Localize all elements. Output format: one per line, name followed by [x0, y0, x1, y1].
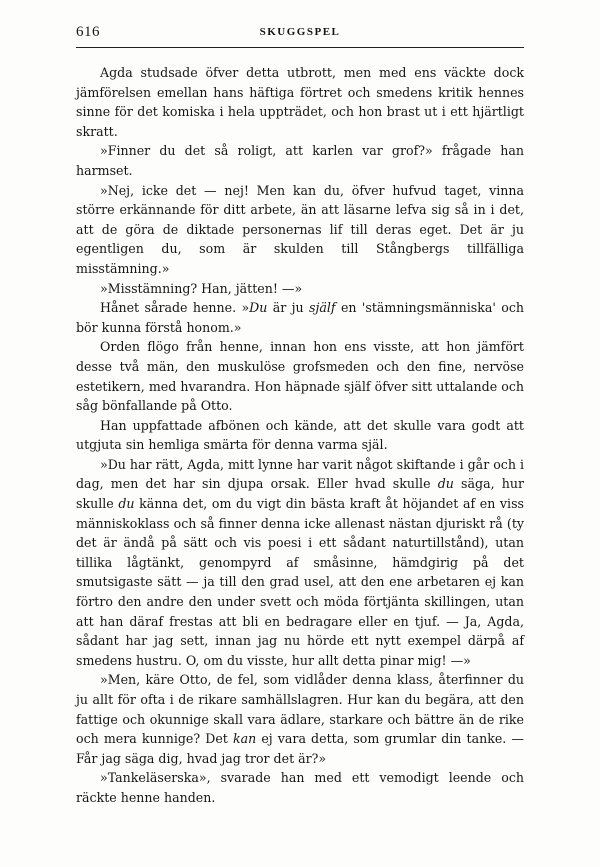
paragraph-text: är ju [267, 300, 310, 316]
paragraph-text: »Du har rätt, Agda, mitt lynne har varit något skiftande i går och i dag, men det har sin djupa orsak. Eller hvad skulle [76, 456, 524, 492]
paragraph [76, 181, 524, 279]
paragraph [76, 337, 524, 415]
page-number: 616 [76, 24, 100, 40]
paragraph [76, 298, 524, 337]
running-title: SKUGGSPEL [259, 26, 341, 38]
paragraph-text: Han uppfattade afbönen och kände, att det skulle vara godt att utgjuta sin hemliga smärta för denna varma själ. [76, 417, 524, 453]
paragraph [76, 455, 524, 671]
paragraph-text: »Men, käre Otto, de fel, som vidlåder denna klass, återfinner du ju allt för ofta i de rikare samhällslagren. Hur kan du begära, att den fattige och okunnige skall vara ädlare, starkare och bättre än de rike och mera kunnige? Det [76, 672, 524, 747]
italic-emphasis: du [437, 476, 454, 492]
paragraph [76, 63, 524, 141]
italic-emphasis: du [118, 496, 135, 512]
italic-emphasis: Du [249, 300, 268, 316]
paragraph [76, 768, 524, 807]
paragraph-text: Hånet sårade henne. » [100, 300, 250, 316]
paragraph [76, 416, 524, 455]
paragraph-text: »Nej, icke det — nej! Men kan du, öfver hufvud taget, vinna större erkännande för ditt arbete, än att läsarne lefva sig så in i det, att de göra de diktade personernas lif till deras eget. Det är ju egentligen du, som är skulden till Stångbergs tillfälliga misstämning.» [76, 182, 524, 276]
paragraph-text: Agda studsade öfver detta utbrott, men med ens väckte dock jämförelsen emellan hans häftiga förtret och smedens kritik hennes sinne för det komiska i hela uppträdet, och hon brast ut i ett hjärtligt skratt. [76, 65, 524, 139]
paragraph [76, 670, 524, 768]
paragraph-text: »Finner du det så roligt, att karlen var grof?» frågade han harmset. [76, 143, 524, 178]
paragraph-text: känna det, om du vigt din bästa kraft åt höjandet af en viss människoklass och så finner denna icke allenast nästan djuriskt rå (ty det är ändå på sätt och vis poesi i ett sådant naturtillstånd), utan tillika lågtänkt, genompyrd af småsinne, hämdgirig på det smutsigaste sätt — ja till den grad usel, att den ene arbetaren ej kan förtro den andre den under svett och möda förtjänta skillingen, utan att han däraf frestas att bli en bedragare eller en tjuf. — Ja, Agda, sådant har jag sett, innan jag nu hörde ett nytt exempel därpå af smedens hustru. O, om du visste, hur allt detta pinar mig! —» [76, 496, 525, 668]
page-header [76, 24, 524, 44]
paragraph [76, 141, 524, 180]
header-rule [76, 47, 524, 48]
paragraph-text: ej vara detta, som grumlar din tanke. — Får jag säga dig, hvad jag tror det är?» [76, 731, 524, 766]
paragraph-text: »Misstämning? Han, jätten! —» [100, 280, 303, 296]
body-text [76, 63, 524, 808]
paragraph-text: säga, hur skulle [76, 476, 525, 512]
paragraph-text: »Tankeläserska», svarade han med ett vemodigt leende och räckte henne handen. [76, 770, 524, 805]
italic-emphasis: kan [232, 731, 257, 747]
paragraph-text: en 'stämningsmänniska' och bör kunna förstå honom.» [76, 300, 524, 335]
italic-emphasis: själf [309, 300, 336, 316]
paragraph-text: Orden flögo från henne, innan hon ens visste, att hon jämfört desse två män, den muskulöse grofsmeden och den fine, nervöse estetikern, med hvarandra. Hon häpnade själf öfver sitt uttalande och såg bönfallande på Otto. [76, 339, 524, 414]
paragraph [76, 279, 524, 299]
